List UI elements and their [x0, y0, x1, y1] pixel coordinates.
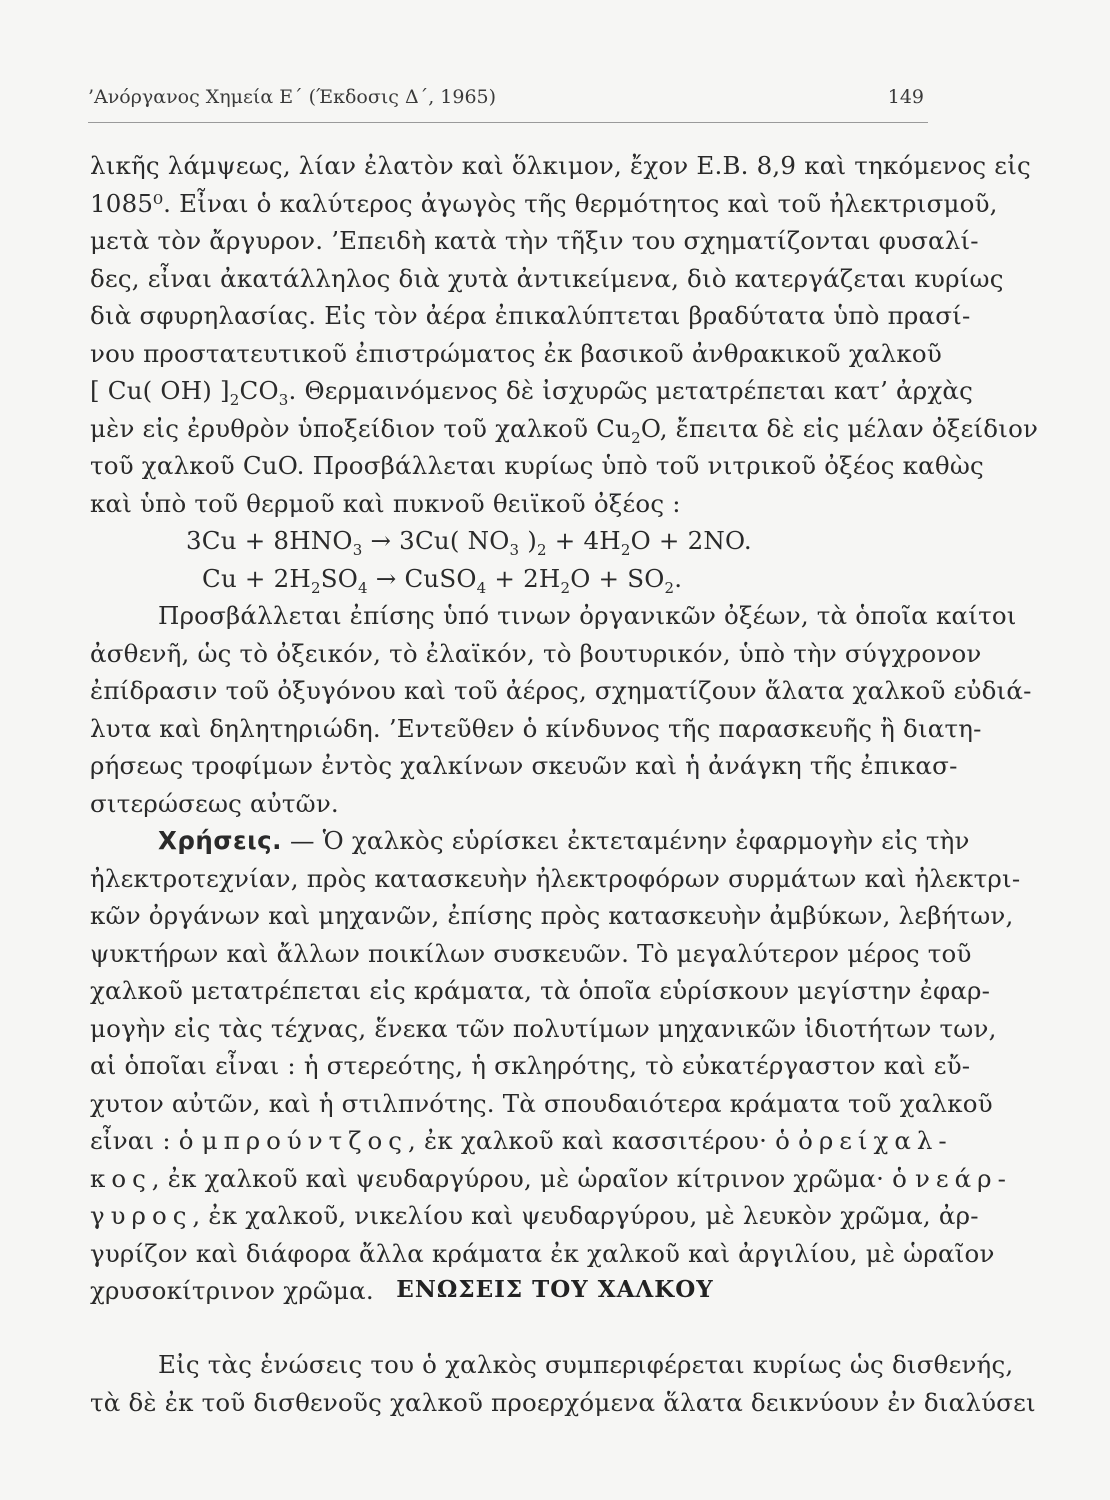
- text-line: ἠλεκτροτεχνίαν, πρὸς κατασκευὴν ἠλεκτροφόρων συρμάτων καὶ ἠλεκτρι-: [90, 863, 1021, 893]
- text-line: [90, 1197, 979, 1235]
- text-line: γυρίζον καὶ διάφορα ἄλλα κράματα ἐκ χαλκοῦ καὶ ἀργιλίου, μὲ ὡραῖον: [90, 1238, 995, 1268]
- text-line: μετὰ τὸν ἄργυρον. ’Επειδὴ κατὰ τὴν τῆξιν του σχηματίζονται φυσαλί-: [90, 226, 979, 255]
- alloy-term: γυρος: [90, 1201, 193, 1230]
- eq-part: .: [674, 563, 683, 593]
- text-line: χυτον αὐτῶν, καὶ ἡ στιλπνότης. Τὰ σπουδαιότερα κράματα τοῦ χαλκοῦ: [90, 1088, 993, 1118]
- eq-part: O + 2NO.: [630, 526, 752, 555]
- text-line: λικῆς λάμψεως, λίαν ἐλατὸν καὶ ὅλκιμον, ἔχον Ε.Β. 8,9 καὶ τηκόμενος εἰς: [90, 151, 1031, 180]
- text-part: εἶναι : ὁ: [90, 1126, 202, 1155]
- subscript: 4: [476, 578, 487, 597]
- text-line: Εἰς τὰς ἑνώσεις του ὁ χαλκὸς συμπεριφέρεται κυρίως ὡς δισθενής,: [158, 1350, 1014, 1379]
- eq-part: 3Cu + 8HNO: [186, 526, 353, 555]
- text-line: τοῦ χαλκοῦ CuO. Προσβάλλεται κυρίως ὑπὸ τοῦ νιτρικοῦ ὀξέος καθὼς: [90, 451, 984, 480]
- eq-part: O + SO: [570, 563, 665, 593]
- text-line: [90, 1160, 1012, 1198]
- text-line: μογὴν εἰς τὰς τέχνας, ἕνεκα τῶν πολυτίμων μηχανικῶν ἰδιοτήτων των,: [90, 1013, 997, 1043]
- text-line: νου προστατευτικοῦ ἐπιστρώματος ἐκ βασικοῦ ἀνθρακικοῦ χαλκοῦ: [90, 338, 942, 368]
- subscript: 2: [631, 428, 641, 447]
- text-part: , ἐκ χαλκοῦ καὶ ψευδαργύρου, μὲ ὡραῖον κίτρινον χρῶμα· ὁ: [151, 1163, 916, 1193]
- text-part: — Ὁ χαλκὸς εὑρίσκει ἐκτεταμένην ἐφαρμογὴν εἰς τὴν: [281, 826, 970, 855]
- text-line: [90, 822, 970, 860]
- text-line: λυτα καὶ δηλητηριώδη. ’Εντεῦθεν ὁ κίνδυνος τῆς παρασκευῆς ἢ διατη-: [90, 713, 982, 743]
- eq-part: + 4H: [546, 526, 621, 555]
- section-text: [90, 1346, 1036, 1421]
- text-line: ψυκτήρων καὶ ἄλλων ποικίλων συσκευῶν. Τὸ μεγαλύτερον μέρος τοῦ: [90, 938, 972, 968]
- eq-part: → 3Cu( NO: [362, 526, 510, 555]
- subscript: 2: [664, 578, 675, 597]
- alloy-term: μπρούντζος: [201, 1126, 408, 1155]
- eq-part: SO: [320, 563, 359, 593]
- uses-heading: Χρήσεις.: [158, 826, 282, 855]
- page-header: [88, 80, 924, 114]
- text-line: 1085⁰. Εἶναι ὁ καλύτερος ἀγωγὸς τῆς θερμότητος καὶ τοῦ ἠλεκτρισμοῦ,: [90, 188, 998, 218]
- section-heading: ΕΝΩΣΕΙΣ ΤΟΥ ΧΑΛΚΟΥ: [396, 1276, 714, 1303]
- subscript: 2: [560, 578, 571, 597]
- subscript: 2: [537, 540, 547, 559]
- subscript: 2: [310, 578, 321, 597]
- text-line: Προσβάλλεται ἐπίσης ὑπό τινων ὀργανικῶν ὀξέων, τὰ ὁποῖα καίτοι: [158, 601, 1017, 630]
- text-part: , ἐκ χαλκοῦ καὶ κασσιτέρου· ὁ: [408, 1126, 799, 1155]
- text-line: σιτερώσεως αὐτῶν.: [90, 788, 339, 818]
- eq-part: ): [519, 526, 538, 555]
- text-line: [90, 1122, 953, 1160]
- text-part: μὲν εἰς ἐρυθρὸν ὑποξείδιον τοῦ χαλκοῦ Cu: [90, 413, 632, 443]
- text-line: τὰ δὲ ἐκ τοῦ δισθενοῦς χαλκοῦ προερχόμενα ἅλατα δεικνύουν ἐν διαλύσει: [90, 1387, 1036, 1417]
- eq-part: Cu + 2H: [202, 563, 311, 593]
- text-line: κῶν ὀργάνων καὶ μηχανῶν, ἐπίσης πρὸς κατασκευὴν ἀμβύκων, λεβήτων,: [90, 901, 1014, 930]
- page-number: 149: [887, 86, 924, 108]
- subscript: 3: [278, 390, 289, 409]
- text-line: χρυσοκίτρινον χρῶμα.: [90, 1276, 374, 1305]
- subscript: 3: [352, 540, 363, 559]
- text-part: . Θερμαινόμενος δὲ ἰσχυρῶς μετατρέπεται κατ’ ἀρχὰς: [288, 376, 974, 405]
- text-line: δες, εἶναι ἀκατάλληλος διὰ χυτὰ ἀντικείμενα, διὸ κατεργάζεται κυρίως: [90, 263, 1004, 293]
- text-line: αἱ ὁποῖαι εἶναι : ἡ στερεότης, ἡ σκληρότης, τὸ εὐκατέργαστον καὶ εὔ-: [90, 1051, 971, 1080]
- subscript: 3: [509, 540, 520, 559]
- text-line: ρήσεως τροφίμων ἐντὸς χαλκίνων σκευῶν καὶ ἡ ἀνάγκη τῆς ἐπικασ-: [90, 751, 958, 780]
- text-line: καὶ ὑπὸ τοῦ θερμοῦ καὶ πυκνοῦ θειϊκοῦ ὀξέος :: [90, 488, 681, 518]
- eq-part: → CuSO: [367, 563, 477, 593]
- alloy-term: κος: [90, 1163, 152, 1193]
- text-line: [90, 410, 1039, 448]
- subscript: 4: [358, 578, 368, 597]
- equation-nitric: [90, 522, 932, 560]
- subscript: 2: [229, 390, 240, 409]
- equation-sulfuric: [90, 560, 932, 598]
- text-line: ἐπίδρασιν τοῦ ὀξυγόνου καὶ τοῦ ἀέρος, σχηματίζουν ἅλατα χαλκοῦ εὐδιά-: [90, 676, 1032, 705]
- text-line: διὰ σφυρηλασίας. Εἰς τὸν ἀέρα ἐπικαλύπτεται βραδύτατα ὑπὸ πρασί-: [90, 301, 971, 330]
- subscript: 2: [620, 540, 631, 559]
- alloy-term: νεάρ-: [915, 1163, 1012, 1193]
- text-line: ἀσθενῆ, ὡς τὸ ὀξεικόν, τὸ ἐλαϊκόν, τὸ βουτυρικόν, ὑπὸ τὴν σύγχρονον: [90, 638, 982, 668]
- formula-part: [ Cu( OH) ]: [90, 376, 230, 405]
- text-part: O, ἔπειτα δὲ εἰς μέλαν ὀξείδιον: [640, 413, 1039, 443]
- text-line: [90, 372, 974, 410]
- main-text: [90, 147, 1039, 1310]
- header-rule: [88, 122, 928, 123]
- formula-part: CO: [239, 376, 279, 405]
- eq-part: + 2H: [486, 563, 561, 593]
- text-part: , ἐκ χαλκοῦ, νικελίου καὶ ψευδαργύρου, μὲ λευκὸν χρῶμα, ἀρ-: [192, 1201, 979, 1230]
- running-title: ’Ανόργανος Χημεία Ε΄ (Έκδοσις Δ΄, 1965): [88, 86, 497, 108]
- text-line: χαλκοῦ μετατρέπεται εἰς κράματα, τὰ ὁποῖα εὑρίσκουν μεγίστην ἐφαρ-: [90, 976, 991, 1005]
- alloy-term: ὀρείχαλ-: [798, 1126, 953, 1155]
